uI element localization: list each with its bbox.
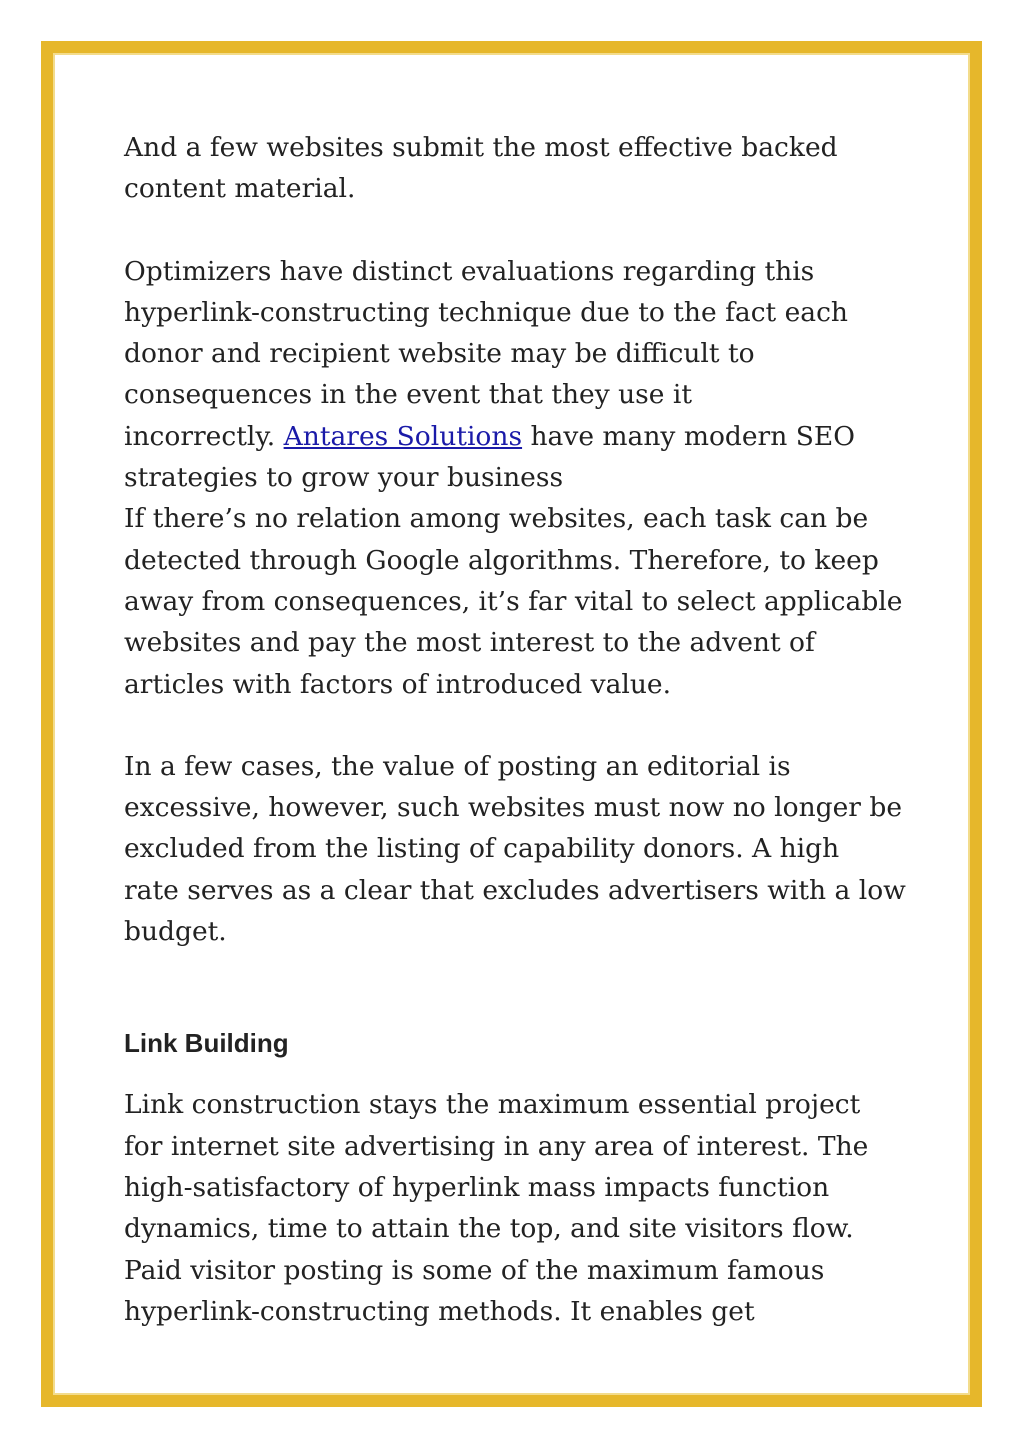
paragraph-gap — [124, 210, 914, 251]
paragraph-1: And a few websites submit the most effective backed content material. — [124, 132, 838, 205]
document-body — [124, 127, 914, 1332]
paragraph-2 — [124, 251, 914, 705]
heading-gap — [124, 952, 914, 1028]
paragraph-gap — [124, 705, 914, 746]
paragraph-2-text-after-link: have many modern SEO strategies to grow your business If there’s no relation among websites, each task can be detected through Google algorithms. Therefore, to keep away from consequences, it’s far vital to select applicable websites and pay the most interest to the advent of articles with factors of introduced value. — [124, 420, 903, 700]
paragraph-4: Link construction stays the maximum essential project for internet site advertising in any area of interest. The high-satisfactory of hyperlink mass impacts function dynamics, time to attain the top, and site visitors flow. Paid visitor posting is some of the maximum famous hyperlink-constructing methods. It enables get — [124, 1089, 869, 1327]
section-heading: Link Building — [124, 1028, 289, 1059]
paragraph-3: In a few cases, the value of posting an editorial is excessive, however, such websites must now no longer be excluded from the listing of capability donors. A high rate serves as a clear that excludes advertisers with a low budget. — [124, 750, 906, 948]
heading-gap-after — [124, 1058, 914, 1084]
paragraph-2-text-before-link: Optimizers have distinct evaluations regarding this hyperlink-constructing technique due to the fact each donor and recipient website may be difficult to consequences in the event that they use it incorrectly. — [124, 255, 849, 452]
antares-solutions-link[interactable]: Antares Solutions — [283, 420, 523, 452]
